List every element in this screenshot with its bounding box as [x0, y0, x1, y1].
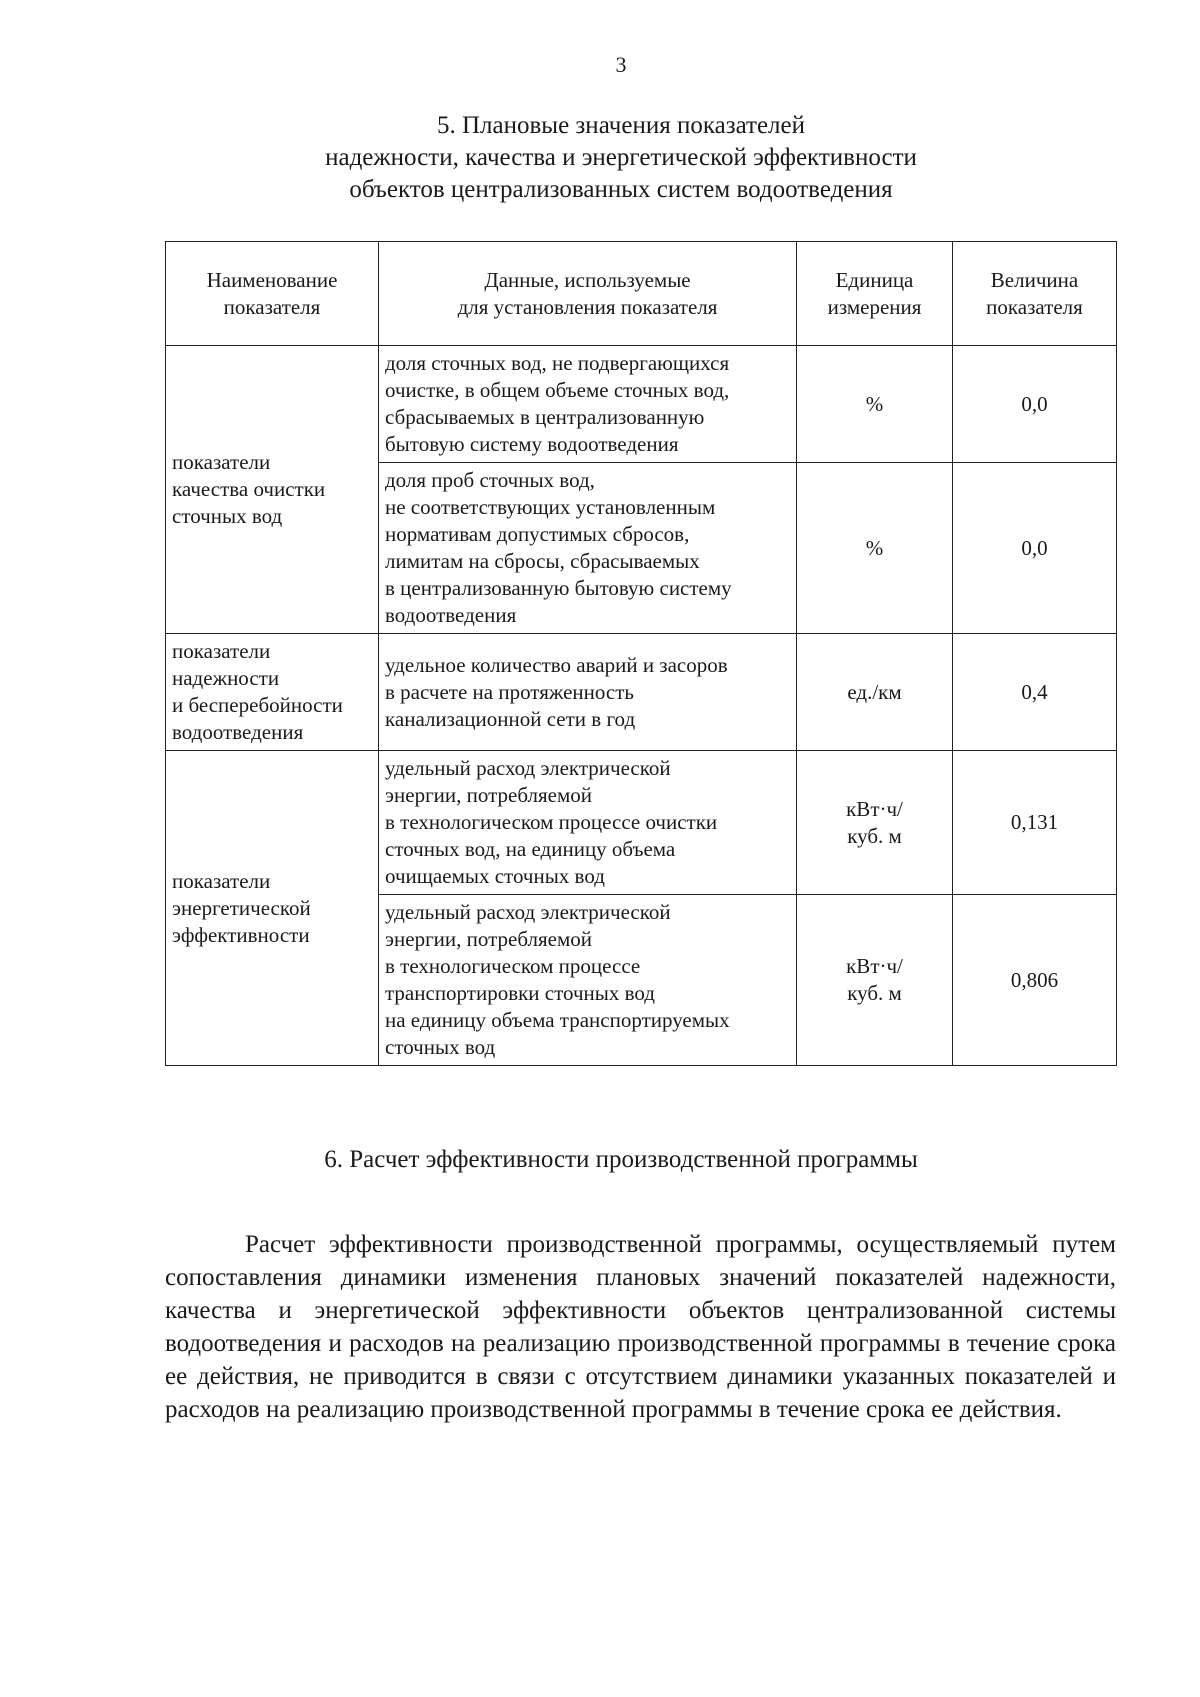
- header-text: измерения: [827, 294, 922, 319]
- header-text: показателя: [986, 294, 1083, 319]
- section-6-title: 6. Расчет эффективности производственной программы: [324, 1146, 918, 1173]
- header-text: Величина: [990, 267, 1079, 292]
- group-name-text: эффективности: [172, 922, 310, 947]
- group-name-text: энергетической: [172, 895, 311, 920]
- table-row: [166, 751, 1117, 895]
- data-text: в расчете на протяженность: [385, 679, 634, 704]
- page-number: 3: [615, 52, 627, 77]
- unit-cell: [797, 463, 953, 634]
- data-text: очистке, в общем объеме сточных вод,: [385, 378, 730, 402]
- unit-cell: [797, 634, 953, 751]
- data-text: энергии, потребляемой: [385, 783, 593, 807]
- data-text: в технологическом процессе: [385, 954, 641, 978]
- unit-text: кВт·ч/: [846, 954, 903, 978]
- header-value: [953, 242, 1117, 346]
- data-text: сточных вод: [385, 1035, 496, 1059]
- data-text: доля сточных вод, не подвергающихся: [385, 351, 730, 375]
- value-cell: 0,806: [953, 895, 1117, 1066]
- header-data-used: [379, 242, 797, 346]
- data-text: не соответствующих установленным: [385, 495, 716, 519]
- unit-text: %: [865, 391, 884, 416]
- unit-text: куб. м: [847, 823, 902, 848]
- section-5-title-line: надежности, качества и энергетической эффективности: [325, 144, 917, 171]
- data-cell: [379, 634, 797, 751]
- group-name-text: качества очистки: [172, 477, 326, 501]
- data-text: очищаемых сточных вод: [385, 864, 605, 888]
- data-text: доля проб сточных вод,: [385, 468, 595, 492]
- data-text: энергии, потребляемой: [385, 927, 593, 951]
- group-name-text: показатели: [172, 868, 271, 893]
- header-text: Единица: [835, 267, 914, 292]
- header-text: для установления показателя: [457, 294, 718, 319]
- header-text: показателя: [223, 294, 321, 319]
- header-text: Данные, используемые: [484, 267, 691, 292]
- data-text: водоотведения: [385, 603, 517, 627]
- section-6-paragraph: Расчет эффективности производственной программы, осуществляемый путем сопоставления динамики изменения плановых значений показателей надежности, качества и энергетической эффективности объектов централизованной системы водоотведения и расходов на реализацию производственной программы в течение срока ее действия, не приводится в связи с отсутствием динамики указанных показателей и расходов на реализацию производственной программы в течение срока ее действия.: [165, 1231, 1116, 1423]
- unit-cell: [797, 751, 953, 895]
- data-cell: [379, 751, 797, 895]
- data-text: в технологическом процессе очистки: [385, 810, 718, 834]
- data-text: лимитам на сбросы, сбрасываемых: [385, 549, 700, 573]
- value-cell: 0,4: [953, 634, 1117, 751]
- group-name-text: сточных вод: [172, 504, 283, 528]
- header-indicator-name: [166, 242, 379, 346]
- data-cell: [379, 463, 797, 634]
- indicator-group-reliability: [166, 634, 379, 751]
- indicators-table: [165, 241, 1117, 1066]
- group-name-text: водоотведения: [172, 720, 304, 744]
- group-name-text: показатели: [172, 639, 271, 663]
- value-cell: 0,0: [953, 346, 1117, 463]
- table-header-row: [166, 242, 1117, 346]
- header-text: Наименование: [206, 267, 338, 292]
- data-cell: [379, 346, 797, 463]
- data-text: канализационной сети в год: [385, 706, 636, 731]
- header-unit: [797, 242, 953, 346]
- data-text: сбрасываемых в централизованную: [385, 405, 705, 429]
- data-text: транспортировки сточных вод: [385, 981, 655, 1005]
- table-row: [166, 346, 1117, 463]
- unit-cell: [797, 346, 953, 463]
- unit-text: куб. м: [847, 981, 902, 1005]
- data-text: удельный расход электрической: [385, 900, 671, 924]
- value-cell: 0,131: [953, 751, 1117, 895]
- data-text: удельное количество аварий и засоров: [385, 652, 728, 677]
- data-cell: [379, 895, 797, 1066]
- unit-cell: [797, 895, 953, 1066]
- group-name-text: показатели: [172, 450, 271, 474]
- unit-text: ед./км: [847, 679, 902, 704]
- data-text: нормативам допустимых сбросов,: [385, 522, 690, 546]
- data-text: на единицу объема транспортируемых: [385, 1008, 730, 1032]
- data-text: удельный расход электрической: [385, 756, 671, 780]
- unit-text: %: [865, 535, 884, 560]
- indicator-group-quality: [166, 346, 379, 634]
- section-5-title-line: 5. Плановые значения показателей: [436, 112, 806, 139]
- section-5-title-line: объектов централизованных систем водоотведения: [349, 176, 893, 203]
- data-text: сточных вод, на единицу объема: [385, 837, 676, 861]
- data-text: бытовую систему водоотведения: [385, 432, 679, 456]
- group-name-text: надежности: [172, 666, 280, 690]
- table-row: [166, 634, 1117, 751]
- data-text: в централизованную бытовую систему: [385, 576, 732, 600]
- unit-text: кВт·ч/: [846, 796, 903, 821]
- value-cell: 0,0: [953, 463, 1117, 634]
- group-name-text: и бесперебойности: [172, 693, 343, 717]
- section-5-title: [0, 110, 1200, 206]
- indicator-group-energy-efficiency: [166, 751, 379, 1066]
